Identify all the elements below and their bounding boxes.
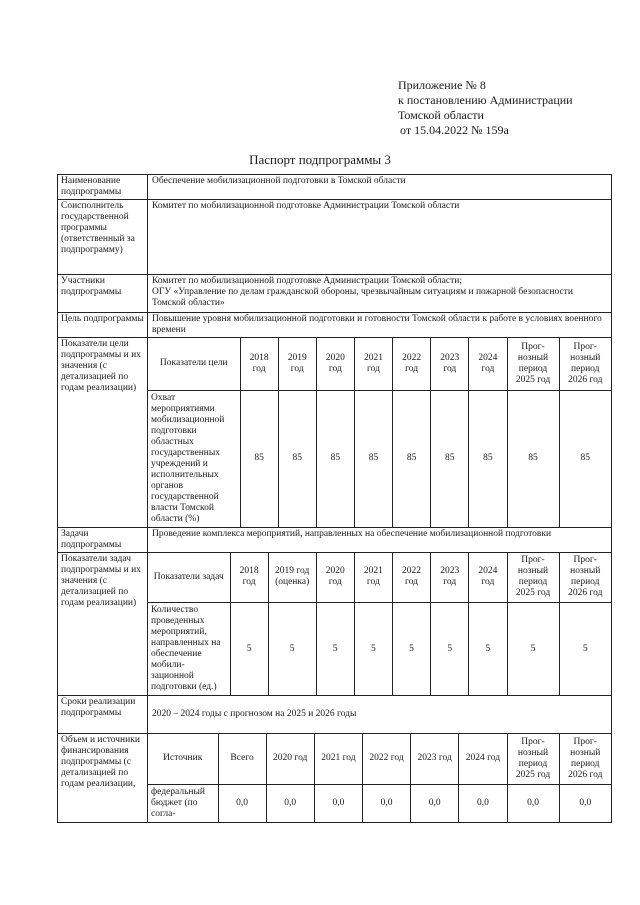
task-value-2018: 5 bbox=[230, 603, 268, 696]
goal-header-2024: 2024 год bbox=[469, 338, 507, 390]
task-header-2018: 2018 год bbox=[230, 553, 268, 603]
task-value-2020: 5 bbox=[316, 603, 354, 696]
goal-value-2025: 85 bbox=[507, 390, 559, 527]
row-participants bbox=[58, 275, 612, 313]
task-value-2023: 5 bbox=[431, 603, 469, 696]
fin-header-2024: 2024 год bbox=[459, 734, 507, 784]
fin-header-2021: 2021 год bbox=[314, 734, 362, 784]
fin-value-2026: 0,0 bbox=[559, 784, 611, 822]
fin-header-2026: Прог- нозный период 2026 год bbox=[559, 734, 611, 784]
fin-header-2020: 2020 год bbox=[266, 734, 314, 784]
task-value-2025: 5 bbox=[507, 603, 559, 696]
goal-header-2019: 2019 год bbox=[278, 338, 316, 390]
task-header-indicator: Показатели задач bbox=[148, 553, 230, 603]
financing-table bbox=[148, 734, 611, 822]
goal-header-2021: 2021 год bbox=[354, 338, 392, 390]
goal-value-2023: 85 bbox=[431, 390, 469, 527]
task-header-2019: 2019 год (оценка) bbox=[268, 553, 316, 603]
goal-header-2023: 2023 год bbox=[431, 338, 469, 390]
task-header-2024: 2024 год bbox=[469, 553, 507, 603]
task-value-2026: 5 bbox=[559, 603, 611, 696]
goal-header-2026: Прог- нозный период 2026 год bbox=[559, 338, 611, 390]
row-financing-label: Объем и источники финансирования подпрограммы (с детализацией по годам реализации, bbox=[58, 734, 148, 823]
row-goal-value: Повышение уровня мобилизационной подготовки и готовности Томской области к работе в условиях военного времени bbox=[148, 313, 612, 338]
goal-indicator-label: Охват мероприятиями мобилизационной подготовки областных государственных учреждений и исполнительных органов государственной власти Томской области (%) bbox=[148, 390, 240, 527]
task-header-2023: 2023 год bbox=[431, 553, 469, 603]
task-value-2024: 5 bbox=[469, 603, 507, 696]
row-name bbox=[58, 175, 612, 200]
row-task-indicators bbox=[58, 552, 612, 696]
fin-value-2020: 0,0 bbox=[266, 784, 314, 822]
goal-indicators-header bbox=[148, 338, 611, 390]
fin-source-federal: федеральный бюджет (по согла- bbox=[148, 784, 218, 822]
row-participants-label: Участники подпрограммы bbox=[58, 275, 148, 313]
passport-table bbox=[57, 174, 612, 823]
goal-value-2022: 85 bbox=[393, 390, 431, 527]
fin-header-total: Всего bbox=[218, 734, 266, 784]
goal-indicators-table bbox=[148, 338, 611, 527]
document-title: Паспорт подпрограммы 3 bbox=[249, 152, 391, 167]
goal-value-2019: 85 bbox=[278, 390, 316, 527]
task-indicators-cell bbox=[148, 552, 612, 696]
task-indicators-table bbox=[148, 553, 611, 696]
goal-header-2020: 2020 год bbox=[316, 338, 354, 390]
row-name-value: Обеспечение мобилизационной подготовки в Томской области bbox=[148, 175, 612, 200]
row-coexecutor bbox=[58, 200, 612, 275]
appendix-block bbox=[398, 78, 573, 138]
fin-value-2021: 0,0 bbox=[314, 784, 362, 822]
task-header-2021: 2021 год bbox=[354, 553, 392, 603]
task-header-2025: Прог- нозный период 2025 год bbox=[507, 553, 559, 603]
financing-row-federal bbox=[148, 784, 611, 822]
task-value-2021: 5 bbox=[354, 603, 392, 696]
appendix-line-3: Томской области bbox=[398, 108, 484, 122]
row-terms-label: Сроки реализации подпрограммы bbox=[58, 696, 148, 734]
row-task-indicators-label: Показатели задач подпрограммы и их значения (с детализацией по годам реализации) bbox=[58, 552, 148, 696]
row-goal-indicators-label: Показатели цели подпрограммы и их значения (с детализацией по годам реализации) bbox=[58, 338, 148, 528]
goal-indicators-row bbox=[148, 390, 611, 527]
row-participants-value bbox=[148, 275, 612, 313]
row-terms-value: 2020 – 2024 годы с прогнозом на 2025 и 2026 годы bbox=[148, 696, 612, 734]
appendix-line-1: Приложение № 8 bbox=[398, 78, 486, 92]
fin-value-2025: 0,0 bbox=[507, 784, 559, 822]
row-goal bbox=[58, 313, 612, 338]
goal-value-2020: 85 bbox=[316, 390, 354, 527]
task-indicator-label: Количество проведенных мероприятий, направленных на обеспечение мобили- зационной подготовки (ед.) bbox=[148, 603, 230, 696]
appendix-line-4: от 15.04.2022 № 159а bbox=[400, 123, 509, 137]
fin-value-2024: 0,0 bbox=[459, 784, 507, 822]
fin-value-total: 0,0 bbox=[218, 784, 266, 822]
row-coexecutor-label: Соисполнитель государственной программы (ответственный за подпрограмму) bbox=[58, 200, 148, 275]
goal-header-indicator: Показатели цели bbox=[148, 338, 240, 390]
goal-value-2018: 85 bbox=[240, 390, 278, 527]
goal-indicators-cell bbox=[148, 338, 612, 528]
financing-header bbox=[148, 734, 611, 784]
task-indicators-header bbox=[148, 553, 611, 603]
participant-2: ОГУ «Управление по делам гражданской обороны, чрезвычайным ситуациям и пожарной безопасности Томской области» bbox=[152, 287, 573, 308]
task-value-2019: 5 bbox=[268, 603, 316, 696]
goal-value-2021: 85 bbox=[354, 390, 392, 527]
fin-value-2022: 0,0 bbox=[362, 784, 410, 822]
goal-header-2022: 2022 год bbox=[393, 338, 431, 390]
task-header-2026: Прог- нозный период 2026 год bbox=[559, 553, 611, 603]
row-tasks bbox=[58, 527, 612, 552]
fin-header-2023: 2023 год bbox=[411, 734, 459, 784]
row-goal-indicators bbox=[58, 338, 612, 528]
row-name-label: Наименование подпрограммы bbox=[58, 175, 148, 200]
row-tasks-label: Задачи подпрограммы bbox=[58, 527, 148, 552]
fin-header-2025: Прог- нозный период 2025 год bbox=[507, 734, 559, 784]
row-coexecutor-value: Комитет по мобилизационной подготовке Администрации Томской области bbox=[148, 200, 612, 275]
goal-value-2026: 85 bbox=[559, 390, 611, 527]
row-tasks-value: Проведение комплекса мероприятий, направленных на обеспечение мобилизационной подготовки bbox=[148, 527, 612, 552]
task-value-2022: 5 bbox=[392, 603, 430, 696]
fin-header-2022: 2022 год bbox=[362, 734, 410, 784]
financing-cell bbox=[148, 734, 612, 823]
participant-1: Комитет по мобилизационной подготовке Администрации Томской области; bbox=[152, 276, 462, 286]
task-header-2022: 2022 год bbox=[392, 553, 430, 603]
goal-header-2025: Прог- нозный период 2025 год bbox=[507, 338, 559, 390]
appendix-line-2: к постановлению Администрации bbox=[398, 93, 573, 107]
goal-value-2024: 85 bbox=[469, 390, 507, 527]
goal-header-2018: 2018 год bbox=[240, 338, 278, 390]
row-goal-label: Цель подпрограммы bbox=[58, 313, 148, 338]
row-terms bbox=[58, 696, 612, 734]
fin-header-source: Источник bbox=[148, 734, 218, 784]
fin-value-2023: 0,0 bbox=[411, 784, 459, 822]
row-financing bbox=[58, 734, 612, 823]
task-indicators-row bbox=[148, 603, 611, 696]
task-header-2020: 2020 год bbox=[316, 553, 354, 603]
